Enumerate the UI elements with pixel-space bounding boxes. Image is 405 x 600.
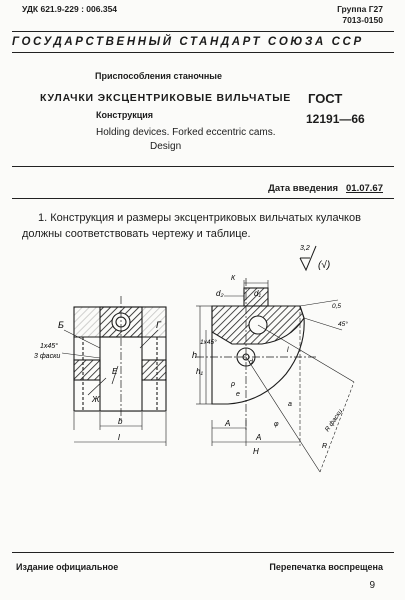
label-b-dim: b	[118, 417, 123, 426]
intro-rule	[12, 198, 394, 199]
label-e-small: e	[236, 391, 240, 398]
footer-left: Издание официальное	[16, 562, 119, 572]
title-rule	[12, 166, 394, 167]
title-english-line2: Design	[150, 141, 182, 152]
label-roughness-paren: (√)	[318, 260, 331, 271]
banner-rule	[12, 52, 394, 53]
label-angle05: 0,5	[332, 303, 342, 310]
label-roughness: 3,2	[300, 245, 310, 252]
label-a-dim: A	[225, 419, 231, 428]
label-d-hole: d	[249, 359, 253, 366]
label-h1: h₁	[196, 367, 203, 376]
label-d1: d₁	[254, 289, 261, 298]
label-chamfer3: 1х45°	[200, 339, 217, 346]
label-dim-bottom: А	[256, 433, 262, 442]
label-d2: d₂	[216, 289, 224, 298]
label-h: h	[192, 350, 198, 360]
udk-code: УДК 621.9-229 : 006.354	[22, 4, 118, 14]
label-phi: φ	[274, 421, 279, 428]
intro-date-value: 01.07.67	[346, 183, 383, 194]
label-r: R	[322, 443, 328, 450]
label-chamfer2: 3 фаски	[34, 353, 61, 360]
label-l-dim: l	[118, 433, 120, 442]
front-view	[196, 278, 354, 472]
footer-rule	[12, 552, 394, 553]
gost-number: 12191—66	[306, 112, 365, 126]
body-line2: должны соответствовать чертежу и таблице.	[22, 228, 251, 240]
label-a-letter: а	[288, 401, 292, 408]
body-line1: 1. Конструкция и размеры эксцентриковых вильчатых кулачков	[38, 212, 361, 224]
title-category: Приспособления станочные	[95, 71, 222, 81]
page-number: 9	[369, 580, 375, 591]
label-l-small: l	[287, 347, 289, 354]
label-chamfer1: 1х45°	[40, 343, 58, 350]
label-e-letter: Е	[112, 367, 118, 376]
okp-code: 7013-0150	[342, 15, 383, 25]
label-k-letter: К	[231, 275, 236, 282]
gost-label: ГОСТ	[308, 91, 343, 106]
intro-date	[268, 183, 383, 194]
group-label: Группа Г27	[337, 4, 383, 14]
technical-drawing	[0, 240, 405, 550]
title-name: КУЛАЧКИ ЭКСЦЕНТРИКОВЫЕ ВИЛЬЧАТЫЕ	[40, 92, 292, 104]
group-code	[337, 4, 383, 26]
footer-right: Перепечатка воспрещена	[269, 562, 383, 572]
label-g-letter: Г	[156, 320, 161, 330]
label-zh-letter: Ж	[92, 395, 100, 404]
title-english-line1: Holding devices. Forked eccentric cams.	[96, 127, 276, 138]
label-b-letter: Б	[58, 320, 64, 330]
title-subtitle: Конструкция	[96, 110, 154, 120]
label-rho: ρ	[231, 381, 236, 388]
label-angle45: 45°	[338, 321, 348, 328]
label-h-dim: H	[253, 447, 259, 456]
state-standard-banner: ГОСУДАРСТВЕННЫЙ СТАНДАРТ СОЮЗА ССР	[12, 36, 364, 48]
top-rule	[12, 31, 394, 32]
intro-label: Дата введения	[268, 183, 339, 194]
label-chamfer4: R фаски	[323, 408, 345, 434]
